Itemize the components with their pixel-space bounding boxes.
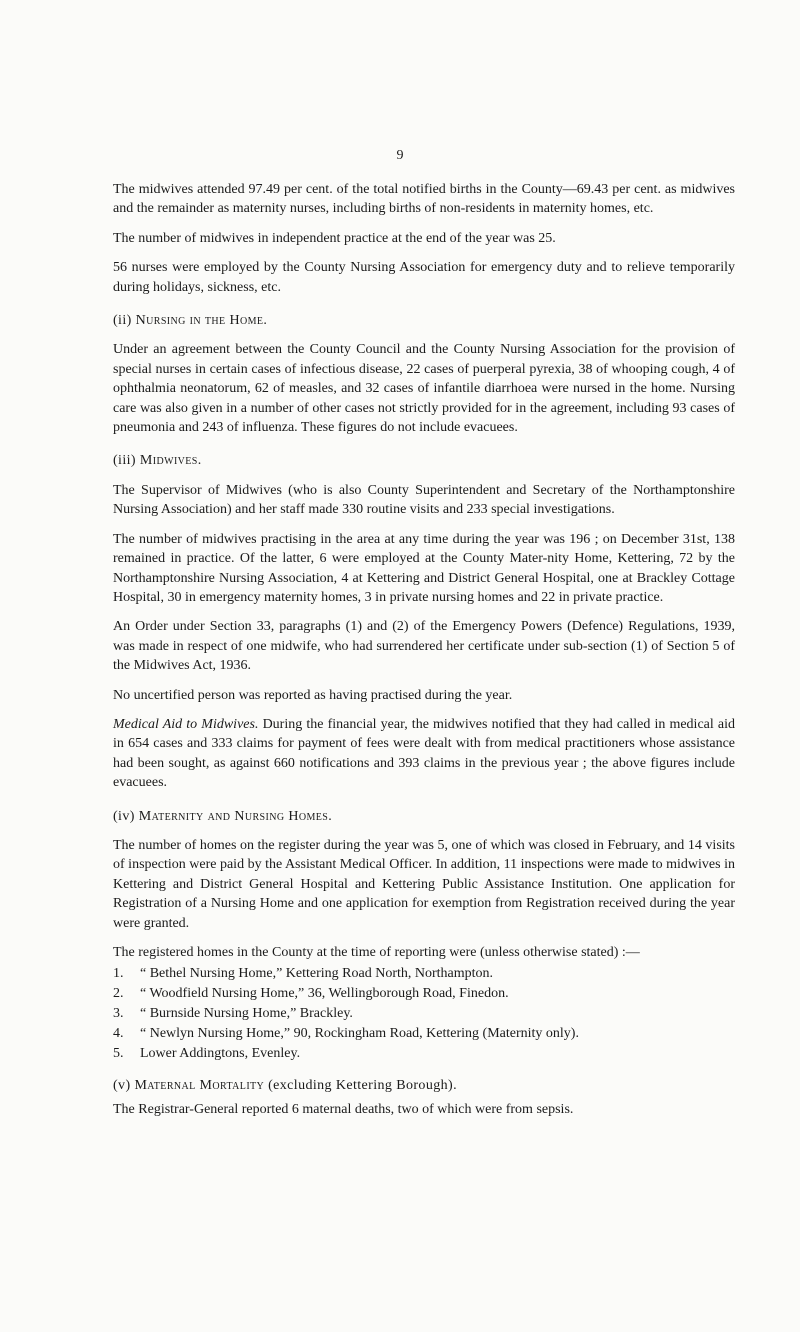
paragraph-midwives-attended: The midwives attended 97.49 per cent. of the total notified births in the County—69.43 per cent. as midwives and the remainder as maternity nurses, including births of non-residents in maternity homes, etc. — [113, 182, 735, 217]
medical-aid-lead: Medical Aid to Midwives. — [113, 716, 259, 732]
paragraph-homes-register: The number of homes on the register during the year was 5, one of which was closed in February, and 14 visits of inspection were paid by the Assistant Medical Officer. In addition, 11 inspections were made to midwives in Kettering and District General Hospital and Kettering Public Assistance Institution. One application for Registration of a Nursing Home and one application for exemption from Registration received during the year were granted. — [113, 837, 735, 931]
paragraph-medical-aid — [113, 715, 735, 793]
list-item: 4. “ Newlyn Nursing Home,” 90, Rockingham Road, Kettering (Maternity only). — [113, 1026, 579, 1042]
page-number: 9 — [396, 148, 404, 163]
heading-maternity-nursing-homes — [113, 807, 735, 826]
paragraph-emergency-nurses: 56 nurses were employed by the County Nursing Association for emergency duty and to relieve temporarily during holidays, sickness, etc. — [113, 260, 735, 295]
heading-title: Maternal Mortality — [134, 1078, 265, 1094]
paragraph-maternal-deaths: The Registrar-General reported 6 maternal deaths, two of which were from sepsis. — [113, 1101, 574, 1117]
list-item: 2. “ Woodfield Nursing Home,” 36, Wellingborough Road, Finedon. — [113, 986, 509, 1002]
paragraph-registered-homes-intro: The registered homes in the County at the time of reporting were (unless otherwise stated) :— — [113, 945, 640, 960]
heading-number: (v) — [113, 1078, 131, 1094]
medical-aid-text: During the financial year, the midwives notified that they had called in medical aid in 654 cases and 333 claims for payment of fees were dealt with from medical practitioners whose assistance had been sought, as against 660 notifications and 393 claims in the previous year ; the above figures include evacuees. — [113, 716, 735, 791]
heading-maternal-mortality — [113, 1076, 735, 1095]
paragraph-uncertified: No uncertified person was reported as having practised during the year. — [113, 687, 513, 703]
paragraph-agreement: Under an agreement between the County Council and the County Nursing Association for the provision of special nurses in certain cases of infectious disease, 22 cases of puerperal pyrexia, 38 of whooping cough, 4 of ophthalmia neonatorum, 62 of measles, and 32 cases of infantile diarrhoea were nursed in the home. Nursing care was also given in a number of other cases not strictly provided for in the agreement, including 93 cases of pneumonia and 243 of influenza. These figures do not include evacuees. — [113, 342, 735, 436]
paragraph-supervisor: The Supervisor of Midwives (who is also County Superintendent and Secretary of the Northamptonshire Nursing Association) and her staff made 330 routine visits and 233 special investigations. — [113, 482, 735, 518]
heading-number: (ii) — [113, 313, 132, 329]
heading-nursing-in-home — [113, 311, 735, 330]
list-item: 3. “ Burnside Nursing Home,” Brackley. — [113, 1006, 353, 1022]
paragraph-midwives-practising: The number of midwives practising in the area at any time during the year was 196 ; on December 31st, 138 remained in practice. Of the latter, 6 were employed at the County Mater-nity Home, Kettering, 72 by the Northamptonshire Nursing Association, 4 at Kettering and District General Hospital, one at Brackley Cottage Hospital, 30 in emergency maternity homes, 3 in private nursing homes and 22 in private practice. — [113, 531, 735, 605]
heading-title: Nursing in the Home. — [135, 313, 268, 329]
heading-midwives — [113, 451, 735, 470]
list-item: 1. “ Bethel Nursing Home,” Kettering Road North, Northampton. — [113, 966, 494, 982]
heading-qualifier: (excluding Kettering Borough). — [264, 1078, 457, 1094]
report-body — [113, 180, 735, 1129]
registered-homes-list — [113, 964, 735, 1064]
heading-title: Maternity and Nursing Homes. — [138, 808, 333, 824]
paragraph-order-section-33: An Order under Section 33, paragraphs (1) and (2) of the Emergency Powers (Defence) Regulations, 1939, was made in respect of one midwife, who had surrendered her certificate under sub-section (1) of Section 5 of the Midwives Act, 1936. — [113, 619, 735, 674]
paragraph-independent-practice: The number of midwives in independent practice at the end of the year was 25. — [113, 230, 556, 246]
heading-number: (iv) — [113, 808, 135, 824]
heading-number: (iii) — [113, 453, 136, 469]
list-item: 5. Lower Addingtons, Evenley. — [113, 1046, 301, 1062]
heading-title: Midwives. — [139, 453, 202, 469]
